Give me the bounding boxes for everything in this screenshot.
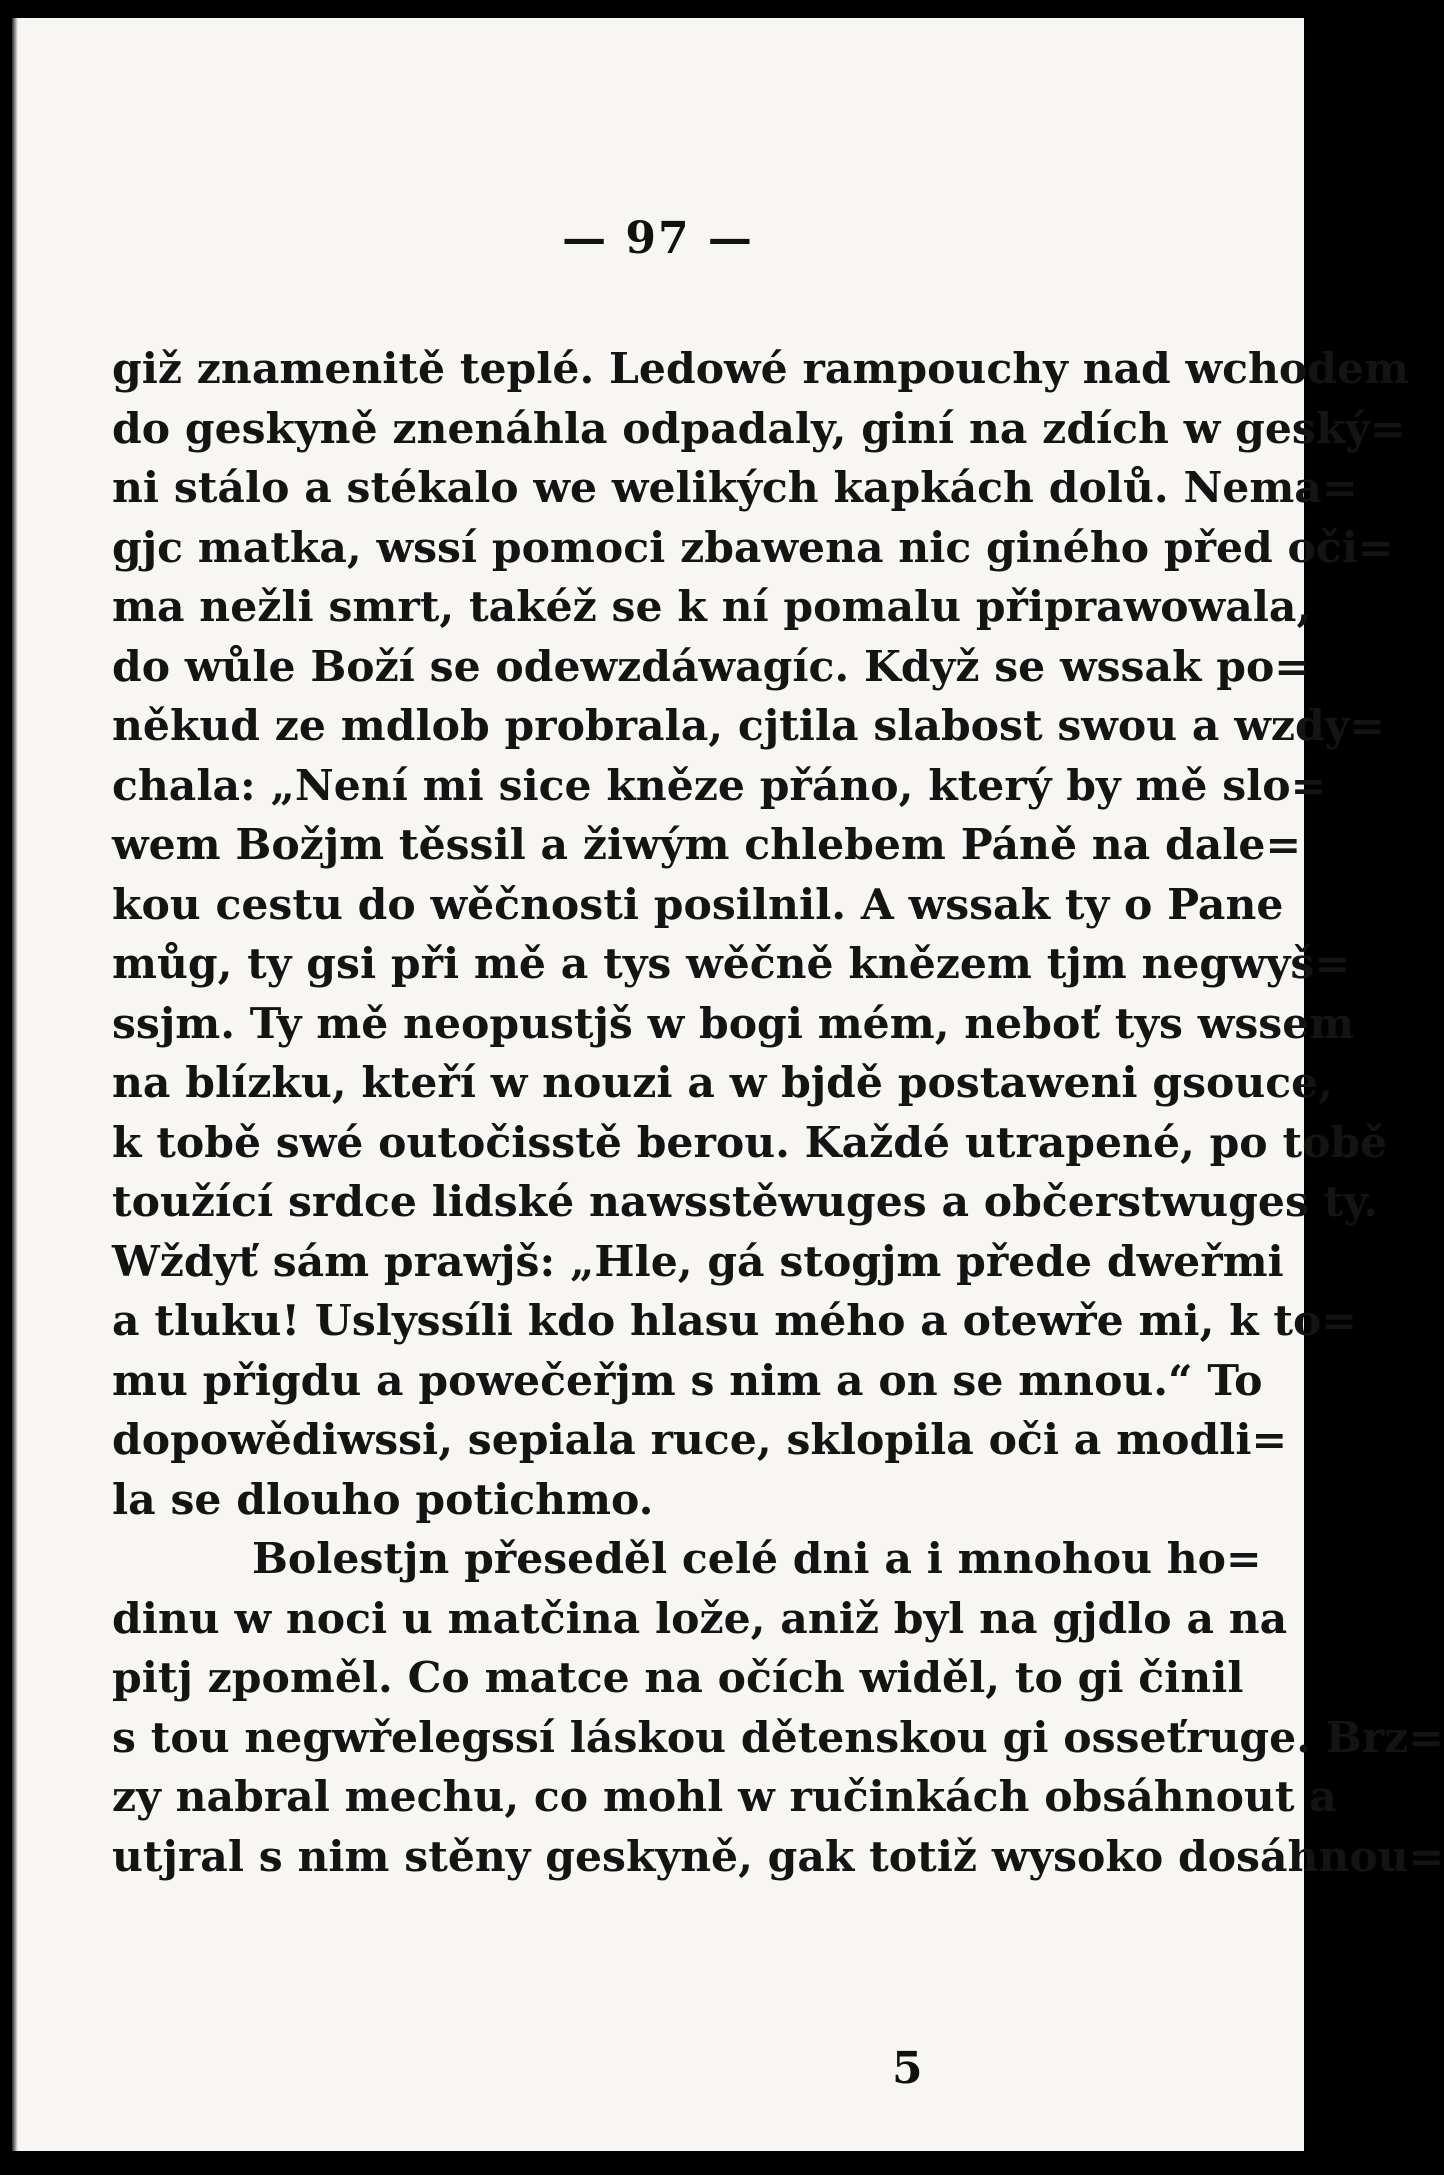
text-line: la se dlouho potichmo.	[112, 1474, 654, 1525]
text-line: wem Božjm těssil a žiwým chlebem Páně na dale=	[112, 820, 1302, 870]
body-text	[112, 340, 1444, 1887]
text-line: toužící srdce lidské nawsstěwuges a občerstwuges ty.	[112, 1177, 1378, 1227]
page-header: — 97 —	[562, 213, 754, 264]
text-line: dinu w noci u matčina lože, aniž byl na gjdlo a na	[112, 1593, 1288, 1644]
text-line: někud ze mdlob probrala, cjtila slabost swou a wzdy=	[112, 701, 1386, 751]
text-line: do wůle Boží se odewzdáwagíc. Když se wssak po=	[112, 641, 1310, 692]
text-line: můg, ty gsi při mě a tys wěčně knězem tjm negwyš=	[112, 939, 1350, 989]
text-line: gjc matka, wssí pomoci zbawena nic giného před oči=	[112, 522, 1394, 573]
text-line: kou cestu do wěčnosti posilnil. A wssak ty o Pane	[112, 879, 1284, 930]
text-line: giž znamenitě teplé. Ledowé rampouchy nad wchodem	[112, 344, 1409, 394]
text-line: Bolestjn přeseděl celé dni a i mnohou ho=	[252, 1534, 1262, 1584]
text-line: zy nabral mechu, co mohl w ručinkách obsáhnout a	[112, 1772, 1337, 1822]
text-line: utjral s nim stěny geskyně, gak totiž wysoko dosáhnou=	[112, 1831, 1444, 1882]
text-line: ni stálo a stékalo we welikých kapkách dolů. Nema=	[112, 463, 1358, 513]
text-line: pitj zpoměl. Co matce na očích widěl, to gi činil	[112, 1653, 1244, 1703]
text-line: ssjm. Ty mě neopustjš w bogi mém, neboť tys wssem	[112, 998, 1355, 1049]
text-line: Wždyť sám prawjš: „Hle, gá stogjm přede dweřmi	[112, 1236, 1284, 1287]
text-line: a tluku! Uslyssíli kdo hlasu mého a otewře mi, k to=	[112, 1296, 1357, 1346]
text-line: na blízku, kteří w nouzi a w bjdě postaweni gsouce,	[112, 1058, 1333, 1108]
text-line: dopowědiwssi, sepiala ruce, sklopila oči a modli=	[112, 1415, 1288, 1465]
book-page	[12, 18, 1444, 2151]
text-line: s tou negwřelegssí láskou dětenskou gi osseťruge. Brz=	[112, 1712, 1444, 1763]
text-line: do geskyně znenáhla odpadaly, giní na zdích w geský=	[112, 403, 1406, 454]
signature-mark: 5	[892, 2043, 923, 2094]
text-line: chala: „Není mi sice kněze přáno, který by mě slo=	[112, 760, 1327, 811]
text-line: k tobě swé outočisstě berou. Každé utrapené, po tobě	[112, 1117, 1388, 1168]
text-line: ma nežli smrt, takéž se k ní pomalu připrawowala,	[112, 582, 1312, 632]
text-line: mu přigdu a powečeřjm s nim a on se mnou.“ To	[112, 1355, 1263, 1406]
